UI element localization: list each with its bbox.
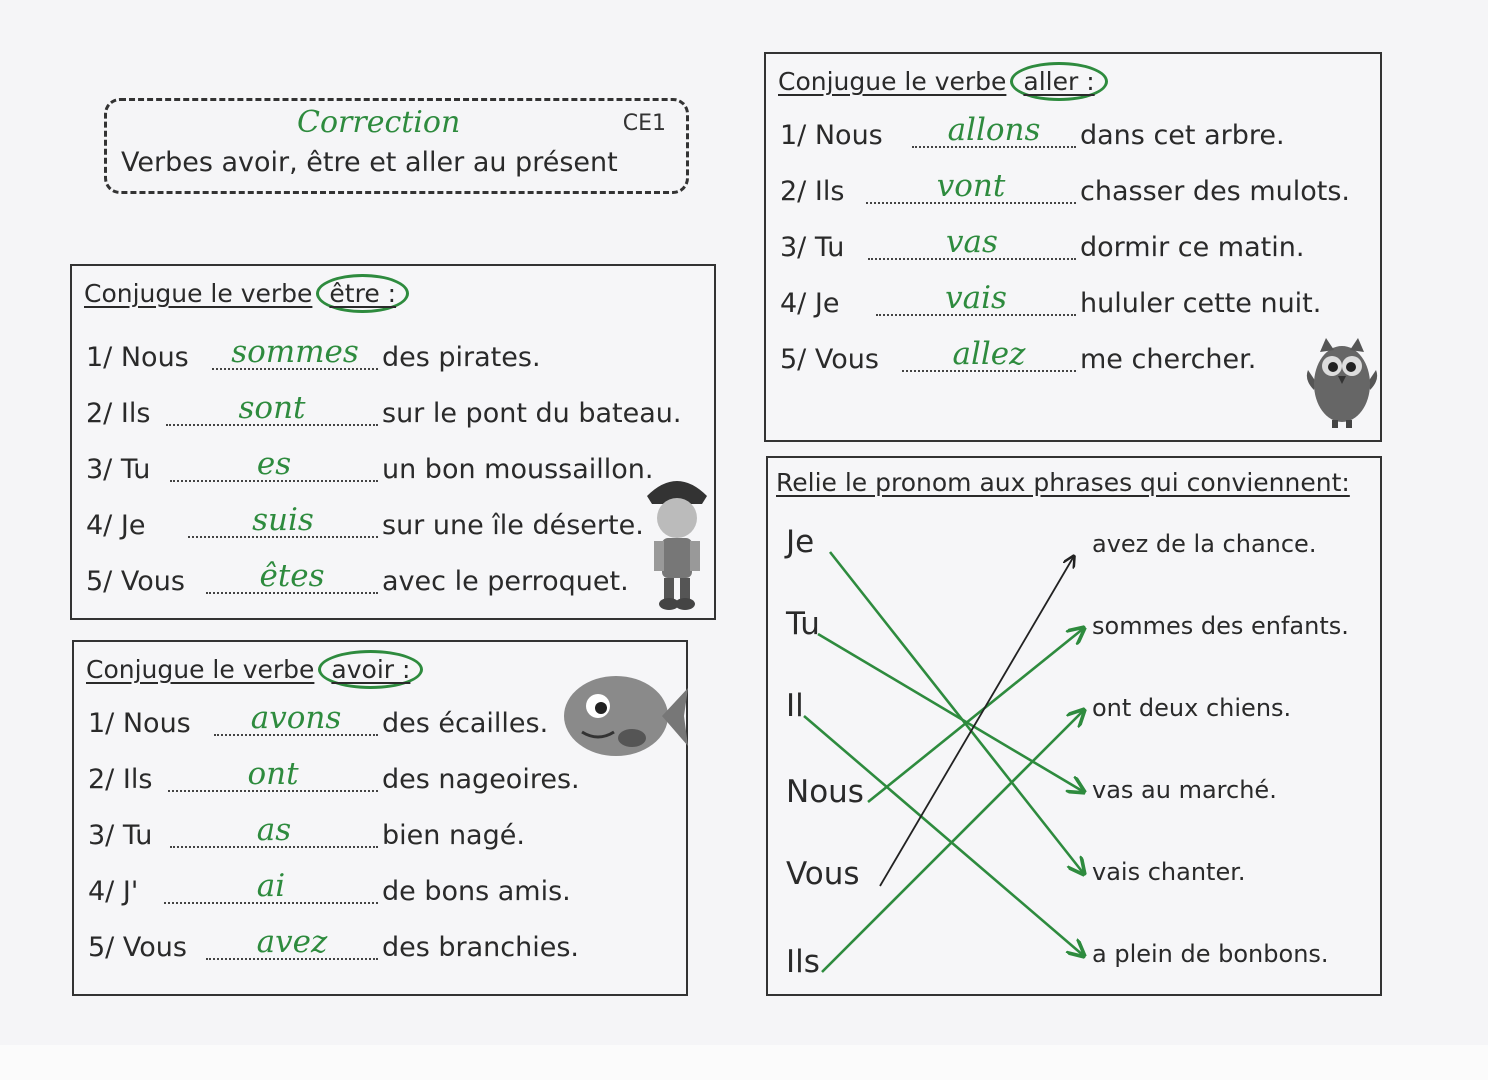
title-prefix: Conjugue le verbe xyxy=(86,655,315,684)
sentence-end: dormir ce matin. xyxy=(1080,232,1305,263)
sentence-end: me chercher. xyxy=(1080,344,1257,375)
line-subject: 1/ Nous xyxy=(86,342,189,373)
line-subject: 4/ Je xyxy=(780,288,840,319)
phrase-item[interactable]: vais chanter. xyxy=(1092,858,1246,886)
line-subject: 5/ Vous xyxy=(780,344,879,375)
line-subject: 4/ J' xyxy=(88,876,139,907)
exercise-line xyxy=(88,812,722,856)
sentence-end: avec le perroquet. xyxy=(382,566,629,597)
answer-text: vais xyxy=(945,280,1007,316)
line-subject: 2/ Ils xyxy=(780,176,845,207)
matching-lines xyxy=(768,458,1380,994)
pronoun-item[interactable]: Vous xyxy=(786,856,860,892)
matching-title: Relie le pronom aux phrases qui conviennent: xyxy=(776,468,1350,497)
exercise-line xyxy=(86,334,722,378)
pronoun-item[interactable]: Il xyxy=(786,688,804,724)
link-line xyxy=(830,552,1084,874)
line-subject: 5/ Vous xyxy=(88,932,187,963)
correction-label: Correction xyxy=(297,105,461,140)
pronoun-item[interactable]: Nous xyxy=(786,774,864,810)
title-prefix: Conjugue le verbe xyxy=(778,67,1007,96)
link-line xyxy=(822,710,1084,972)
answer-text: avez xyxy=(256,924,328,960)
answer-text: as xyxy=(256,812,292,848)
sentence-end: sur le pont du bateau. xyxy=(382,398,682,429)
phrase-item[interactable]: a plein de bonbons. xyxy=(1092,940,1329,968)
sentence-end: des nageoires. xyxy=(382,764,580,795)
exercise-line xyxy=(780,280,1420,324)
exercise-line xyxy=(86,502,722,546)
exercise-line xyxy=(780,168,1420,212)
exercise-line xyxy=(88,924,722,968)
answer-text: vas xyxy=(946,224,998,260)
line-subject: 3/ Tu xyxy=(88,820,153,851)
sentence-end: dans cet arbre. xyxy=(1080,120,1285,151)
exercise-aller xyxy=(764,52,1382,442)
sentence-end: des écailles. xyxy=(382,708,549,739)
sentence-end: sur une île déserte. xyxy=(382,510,644,541)
grade-level: CE1 xyxy=(622,111,666,136)
exercise-etre xyxy=(70,264,716,620)
exercise-line xyxy=(86,390,722,434)
exercise-title xyxy=(778,62,1108,101)
answer-text: avons xyxy=(250,700,342,736)
line-subject: 3/ Tu xyxy=(780,232,845,263)
fish-illustration xyxy=(558,666,690,762)
line-subject: 1/ Nous xyxy=(780,120,883,151)
link-line xyxy=(868,628,1084,802)
answer-text: vont xyxy=(936,168,1006,204)
exercise-title xyxy=(84,274,409,313)
header-box xyxy=(104,98,689,194)
owl-illustration xyxy=(1302,330,1382,430)
pronoun-item[interactable]: Tu xyxy=(786,606,820,642)
sentence-end: des pirates. xyxy=(382,342,541,373)
exercise-line xyxy=(780,112,1420,156)
phrase-item[interactable]: sommes des enfants. xyxy=(1092,612,1349,640)
phrase-item[interactable]: ont deux chiens. xyxy=(1092,694,1292,722)
sentence-end: hululer cette nuit. xyxy=(1080,288,1322,319)
title-prefix: Conjugue le verbe xyxy=(84,279,313,308)
answer-text: suis xyxy=(252,502,314,538)
line-subject: 2/ Ils xyxy=(88,764,153,795)
answer-text: sommes xyxy=(231,334,359,370)
answer-text: sont xyxy=(238,390,306,426)
pronoun-item[interactable]: Je xyxy=(786,524,815,560)
sentence-end: de bons amis. xyxy=(382,876,571,907)
line-subject: 3/ Tu xyxy=(86,454,151,485)
pronoun-item[interactable]: Ils xyxy=(786,944,820,980)
exercise-line xyxy=(86,558,722,602)
verb-circled: aller : xyxy=(1010,62,1107,101)
link-line xyxy=(880,556,1074,886)
exercise-line xyxy=(88,868,722,912)
answer-text: ont xyxy=(247,756,299,792)
exercise-avoir xyxy=(72,640,688,996)
exercise-title xyxy=(86,650,423,689)
pirate-illustration xyxy=(632,466,722,616)
line-subject: 2/ Ils xyxy=(86,398,151,429)
exercise-relie xyxy=(766,456,1382,996)
verb-circled: avoir : xyxy=(318,650,423,689)
answer-text: ai xyxy=(256,868,286,904)
exercise-line xyxy=(780,224,1420,268)
page-margin xyxy=(0,1045,1488,1080)
answer-text: êtes xyxy=(259,558,325,594)
answer-text: es xyxy=(256,446,292,482)
sentence-end: un bon moussaillon. xyxy=(382,454,654,485)
phrase-item[interactable]: avez de la chance. xyxy=(1092,530,1317,558)
link-line xyxy=(818,634,1084,792)
exercise-line xyxy=(88,756,722,800)
answer-text: allons xyxy=(947,112,1041,148)
exercise-line xyxy=(86,446,722,490)
phrase-item[interactable]: vas au marché. xyxy=(1092,776,1277,804)
sentence-end: des branchies. xyxy=(382,932,580,963)
line-subject: 1/ Nous xyxy=(88,708,191,739)
answer-text: allez xyxy=(952,336,1026,372)
worksheet-title: Verbes avoir, être et aller au présent xyxy=(121,147,618,178)
line-subject: 5/ Vous xyxy=(86,566,185,597)
verb-circled: être : xyxy=(316,274,409,313)
sentence-end: bien nagé. xyxy=(382,820,525,851)
line-subject: 4/ Je xyxy=(86,510,146,541)
sentence-end: chasser des mulots. xyxy=(1080,176,1350,207)
